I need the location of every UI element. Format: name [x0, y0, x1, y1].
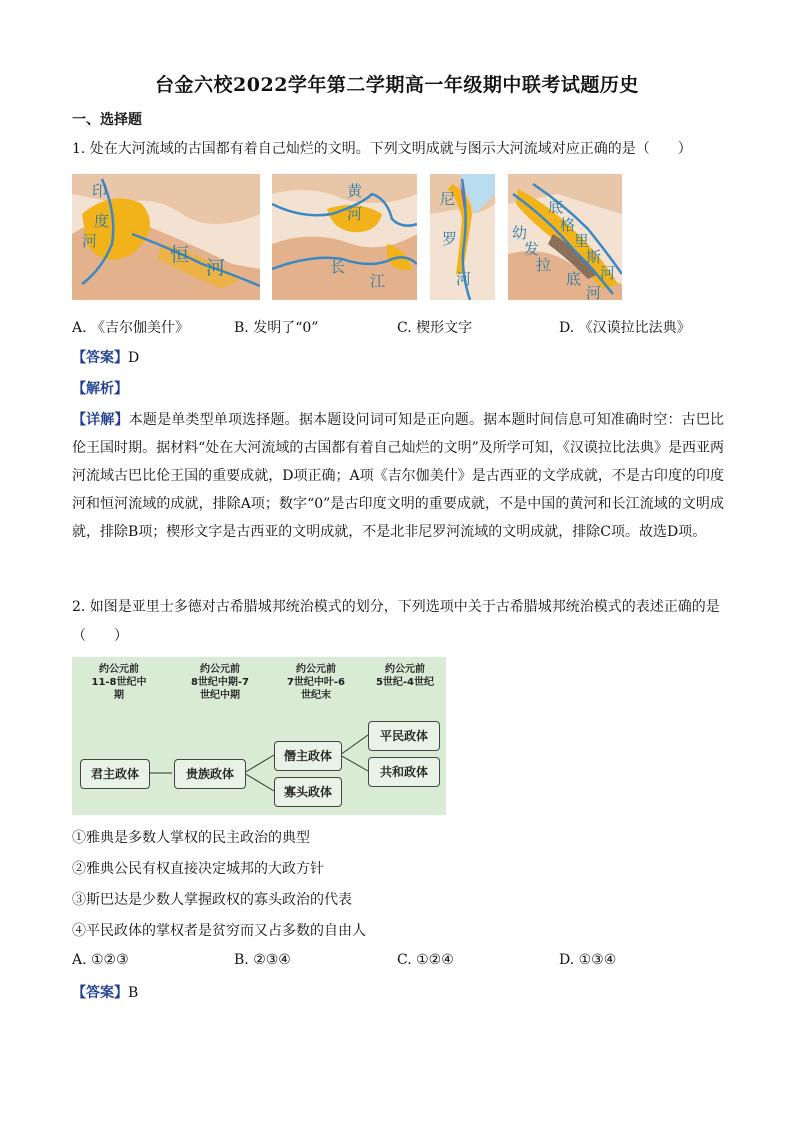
q1-option-c: C. 楔形文字 [397, 320, 473, 336]
map-label: 河 [347, 205, 363, 223]
map-label: 河 [586, 284, 602, 300]
map-china [272, 174, 417, 300]
q1-answer [72, 348, 139, 368]
map-label: 幼 [512, 224, 528, 242]
q2-option-b: B. ②③④ [234, 952, 291, 968]
q2-statement-1: ①雅典是多数人掌权的民主政治的典型 [72, 830, 310, 846]
map-label: 里 [574, 232, 590, 250]
answer-value: D [128, 350, 140, 366]
page-title: 台金六校2022学年第二学期高一年级期中联考试题历史 [155, 74, 639, 96]
map-label: 长 [330, 258, 346, 276]
map-label: 底 [548, 198, 564, 216]
map-label: 罗 [442, 230, 458, 248]
q1-analysis-heading [72, 379, 128, 399]
box-republic: 共和政体 [368, 757, 440, 787]
map-label: 斯 [586, 248, 602, 266]
map-label: 江 [370, 272, 386, 290]
map-label: 河 [206, 257, 226, 279]
q2-option-a: A. ①②③ [72, 952, 129, 968]
box-democracy: 平民政体 [368, 721, 440, 751]
map-label: 河 [600, 264, 616, 282]
answer-tag: 【答案】 [72, 985, 128, 1001]
map-mesopotamia [508, 174, 622, 300]
map-label: 底 [566, 270, 582, 288]
map-label: 尼 [440, 190, 456, 208]
q1-option-b: B. 发明了“0” [234, 320, 319, 336]
section-heading: 一、选择题 [72, 112, 142, 128]
map-label: 黄 [347, 182, 363, 200]
polity-diagram [72, 657, 446, 815]
q1-stem: 1. 处在大河流域的古国都有着自己灿烂的文明。下列文明成就与图示大河流域对应正确的是（ ） [72, 141, 692, 157]
map-label: 拉 [536, 256, 552, 274]
q2-option-c: C. ①②④ [397, 952, 454, 968]
detail-text: 本题是单类型单项选择题。据本题设问词可知是正向题。据本题时间信息可知准确时空：古巴比伦王国时期。据材料“处在大河流域的古国都有着自己灿烂的文明”及所学可知，《汉谟拉比法典》是西亚两河流域古巴比伦王国的重要成就，D项正确；A项《吉尔伽美什》是古西亚的文学成就，不是古印度的印度河和恒河流域的成就，排除A项；数字“0”是古印度文明的重要成就，不是中国的黄河和长江流域的文明成就，排除B项；楔形文字是古西亚的文明成就，不是北非尼罗河流域的文明成就，排除C项。故选D项。 [72, 412, 725, 540]
box-aristocracy: 贵族政体 [174, 759, 246, 789]
q1-option-d: D. 《汉谟拉比法典》 [559, 320, 691, 336]
box-monarchy: 君主政体 [80, 759, 150, 789]
map-label: 恒 [170, 244, 190, 266]
answer-value: B [128, 985, 139, 1001]
analysis-tag: 【解析】 [72, 381, 128, 397]
q2-stem-bracket: （ ） [72, 628, 128, 644]
period-label: 约公元前 5世纪-4世纪 [375, 664, 435, 688]
map-label: 度 [94, 212, 110, 230]
q1-detail [72, 406, 724, 546]
map-label: 发 [524, 240, 540, 258]
period-label: 约公元前 11-8世纪中 期 [91, 664, 147, 701]
q2-answer [72, 983, 138, 1003]
map-label: 印 [92, 182, 108, 200]
q1-option-a: A. 《吉尔伽美什》 [72, 320, 190, 336]
box-oligarchy: 寡头政体 [274, 777, 342, 807]
box-tyranny: 僭主政体 [274, 741, 342, 771]
q2-option-d: D. ①③④ [559, 952, 617, 968]
map-india [72, 174, 260, 300]
map-label: 河 [82, 232, 98, 250]
period-label: 约公元前 8世纪中期-7 世纪中期 [190, 664, 250, 701]
map-egypt [430, 174, 495, 300]
map-label: 河 [456, 270, 472, 288]
q2-statement-2: ②雅典公民有权直接决定城邦的大政方针 [72, 861, 324, 877]
answer-tag: 【答案】 [72, 350, 128, 366]
map-label: 格 [560, 216, 576, 234]
q2-statement-4: ④平民政体的掌权者是贫穷而又占多数的自由人 [72, 923, 366, 939]
period-label: 约公元前 7世纪中叶-6 世纪末 [286, 664, 346, 701]
q2-stem: 2. 如图是亚里士多德对古希腊城邦统治模式的划分，下列选项中关于古希腊城邦统治模式的表述正确的是 [72, 599, 720, 615]
q2-statement-3: ③斯巴达是少数人掌握政权的寡头政治的代表 [72, 892, 352, 908]
detail-tag: 【详解】 [72, 412, 129, 428]
